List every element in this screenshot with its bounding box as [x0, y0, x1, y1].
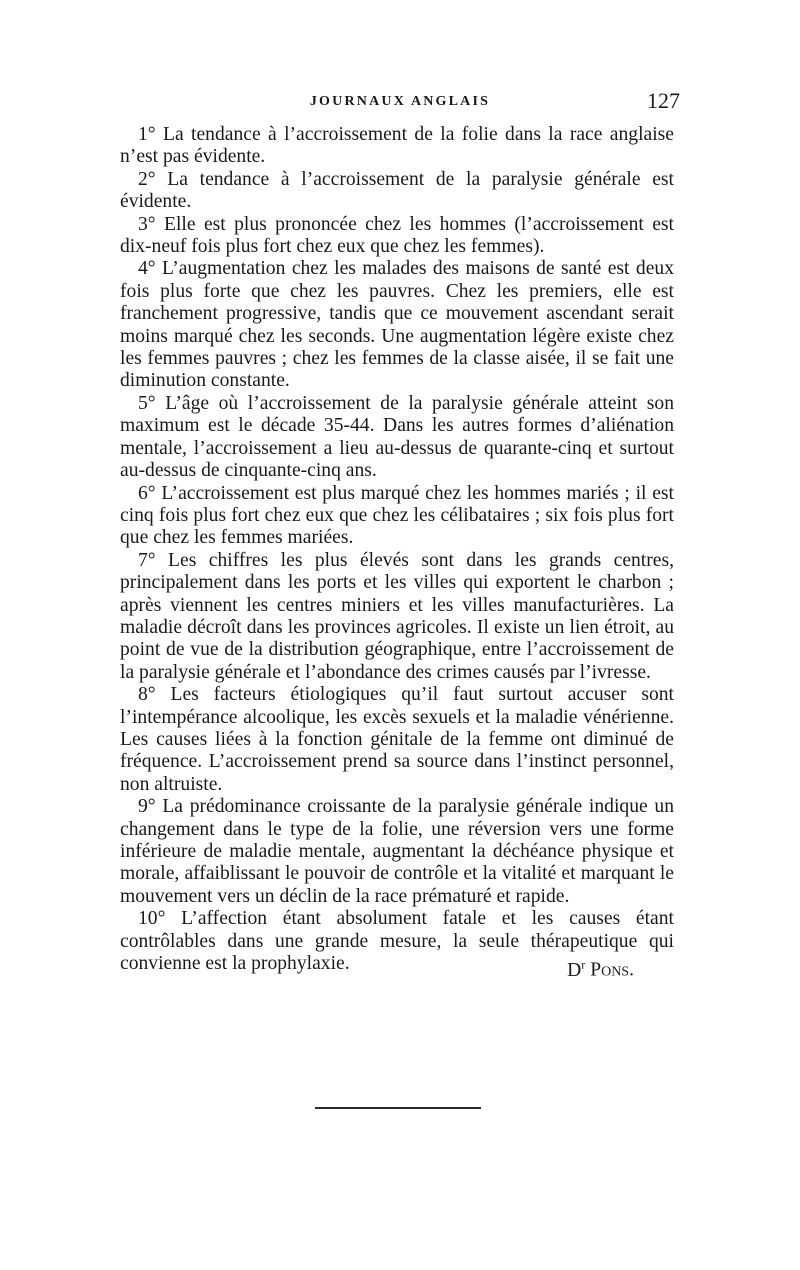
- paragraph-6: 6° L’accroissement est plus marqué chez les hommes mariés ; il est cinq fois plus fort chez eux que chez les célibataires ; six fois plus fort que chez les femmes mariées.: [120, 482, 674, 549]
- paragraph-1: 1° La tendance à l’accroissement de la folie dans la race anglaise n’est pas évidente.: [120, 124, 674, 168]
- paragraph-10: [120, 908, 674, 981]
- paragraph-5: 5° L’âge où l’accroissement de la paralysie générale atteint son maximum est le décade 35-44. Dans les autres formes d’aliénation mentale, l’accroissement a lieu au-dessus de quarante-cinq et surtout au-dessus de cinquante-cinq ans.: [120, 392, 674, 482]
- paragraph-10-text: 10° L’affection étant absolument fatale et les causes étant contrôlables dans une grande mesure, la seule thérapeutique qui convienne est la prophylaxie.: [120, 908, 674, 975]
- page-header: [120, 88, 680, 118]
- article-body: [120, 124, 674, 982]
- paragraph-8: 8° Les facteurs étiologiques qu’il faut surtout accuser sont l’intempérance alcoolique, les excès sexuels et la maladie vénérienne. Les causes liées à la fonction génitale de la femme ont diminué de fréquence. L’accroissement prend sa source dans l’instinct personnel, non altruiste.: [120, 684, 674, 795]
- running-title: JOURNAUX ANGLAIS: [309, 94, 491, 109]
- paragraph-4: 4° L’augmentation chez les malades des maisons de santé est deux fois plus forte que chez les pauvres. Chez les premiers, elle est franchement progressive, tandis que ce mouvement ascendant serait moins marqué chez les seconds. Une augmentation légère existe chez les femmes pauvres ; chez les femmes de la classe aisée, il se fait une diminution constante.: [120, 258, 674, 392]
- signature-name: Pons.: [590, 959, 634, 981]
- signature: [549, 953, 674, 982]
- page-number: 127: [647, 88, 680, 113]
- paragraph-7: 7° Les chiffres les plus élevés sont dans les grands centres, principalement dans les ports et les villes qui exportent le charbon ; après viennent les centres miniers et les villes manufacturières. La maladie décroît dans les provinces agricoles. Il existe un lien étroit, au point de vue de la distribution géographique, entre l’accroissement de la paralysie générale et l’abondance des crimes causés par l’ivresse.: [120, 549, 674, 683]
- paragraph-3: 3° Elle est plus prononcée chez les hommes (l’accroissement est dix-neuf fois plus fort chez eux que chez les femmes).: [120, 213, 674, 258]
- paragraph-9: 9° La prédominance croissante de la paralysie générale indique un changement dans le type de la folie, une réversion vers une forme inférieure de maladie mentale, augmentant la déchéance physique et morale, affaiblissant le pouvoir de contrôle et la vitalité et marquant le mouvement vers un déclin de la race prématuré et rapide.: [120, 796, 674, 907]
- end-rule: [315, 1107, 481, 1109]
- paragraph-2: 2° La tendance à l’accroissement de la paralysie générale est évidente.: [120, 168, 674, 213]
- signature-title: $D^r$: [567, 957, 586, 981]
